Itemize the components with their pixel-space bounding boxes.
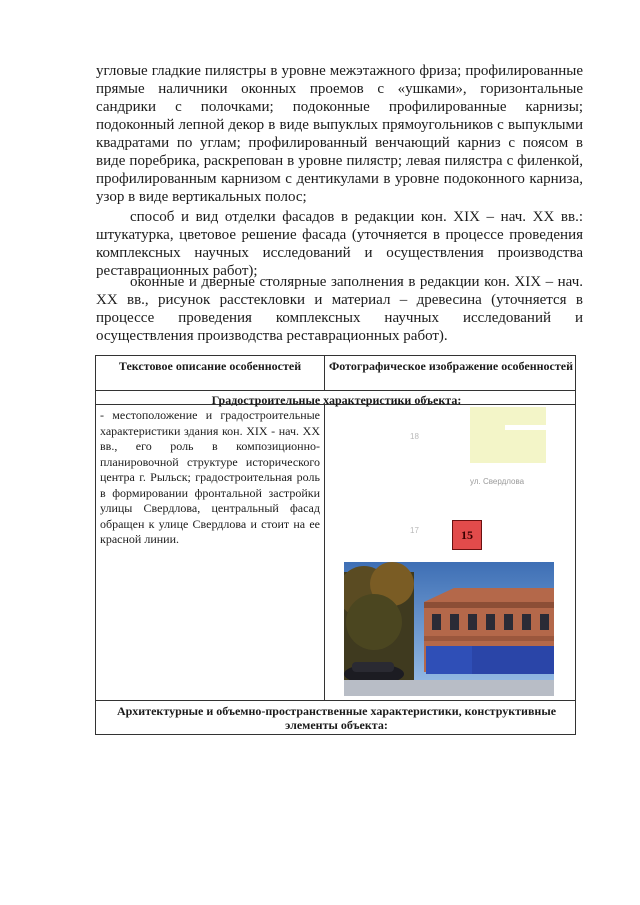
paragraph-decor: угловые гладкие пилястры в уровне межэтажного фриза; профилированные прямые наличники оконных проемов с «ушками», горизонтальные сандрики с полочками; подоконные профилированные карнизы; подоконный лепной декор в виде выпуклых прямоугольников с выпуклыми квадратами по углам; профилированный венчающий карниз с поясом в виде поребрика, раскрепован в уровне пилястр; левая пилястра с филенкой, профилированным карнизом с дентикулами в уровне подоконного карниза, узор в виде вертикальных полос; [96,63,583,205]
header-text-description: Текстовое описание особенностей [118,359,302,373]
table-column-divider [324,404,325,700]
building-number-badge: 15 [452,520,482,550]
paragraph-joinery: оконные и дверные столярные заполнения в редакции кон. XIX – нач. XX вв., рисунок расстекловки и материал – древесина (уточняется в процессе проведения комплексных научных исследований и осуществления производства реставрационных работ). [96,274,583,344]
map-block [505,430,546,463]
table-divider [96,390,575,391]
paragraph-finish: способ и вид отделки фасадов в редакции кон. XIX – нач. XX вв.: штукатурка, цветовое решение фасада (уточняется в процессе проведения комплексных научных исследований и осуществления производства реставрационных работ); [96,209,583,279]
map-street-label: ул. Свердлова [470,477,525,486]
urban-characteristics-text: - местоположение и градостроительные характеристики здания кон. XIX - нач. XX вв., его роль в композиционно-планировочной структуре исторического центра г. Рыльск; градостроительная роль в формировании фронтальной застройки улицы Свердлова, центральный фасад обращен к улице Свердлова и стоит на ее красной линии. [100,408,320,546]
header-photo: Фотографическое изображение особенностей [328,359,574,373]
section-urban-title: Градостроительные характеристики объекта: [211,393,462,407]
building-photo [344,562,554,696]
map-number-bottom: 17 [410,526,419,535]
map-block [470,425,505,463]
map-block [470,407,546,425]
map-number-top: 18 [410,432,419,441]
table-divider [96,700,575,701]
section-architecture-title: Архитектурные и объемно-пространственные характеристики, конструктивные элементы объекта: [116,704,557,732]
